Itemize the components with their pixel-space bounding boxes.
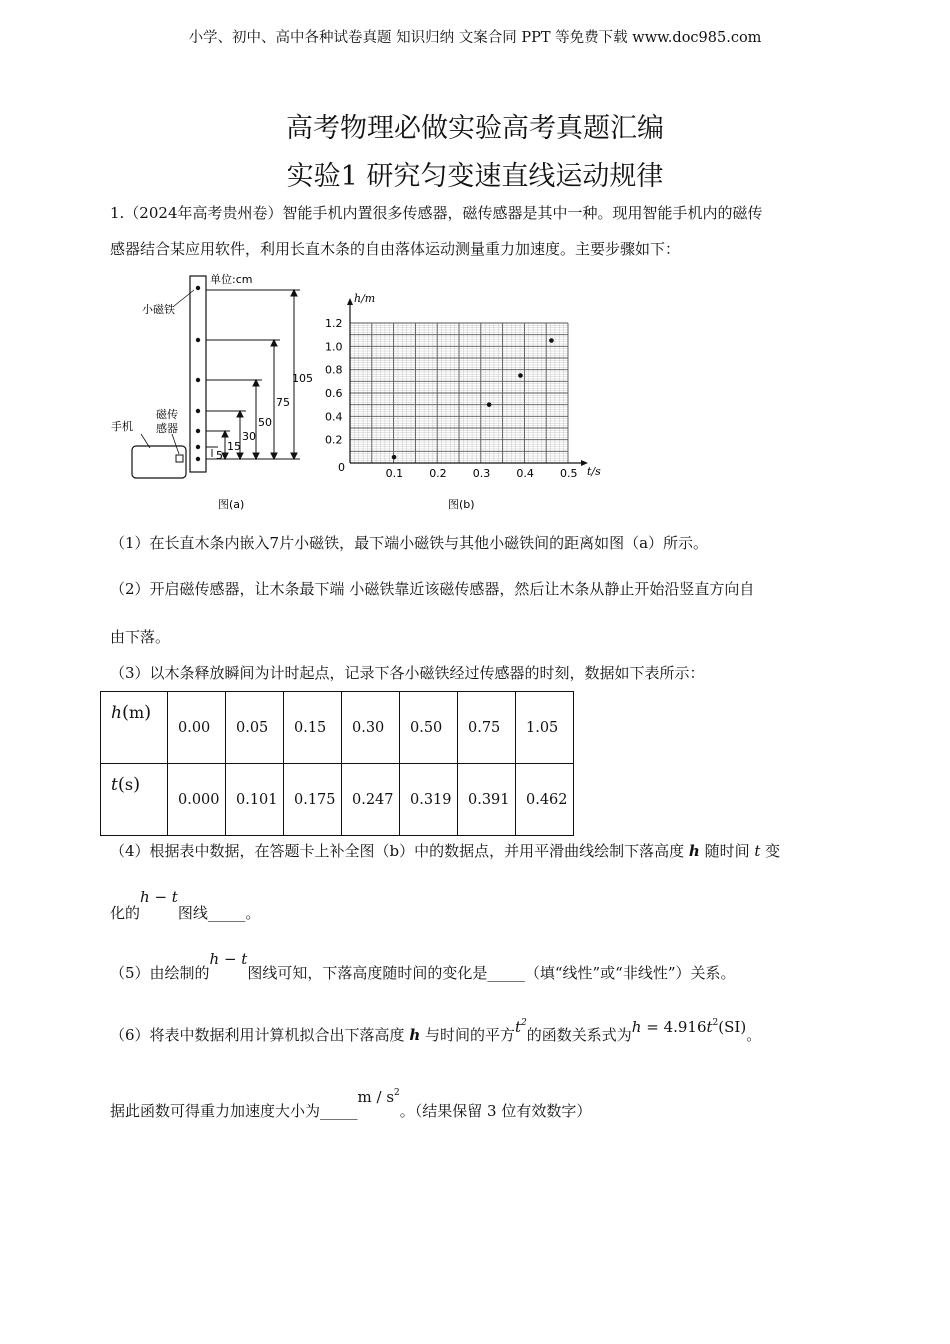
- table-cell: 0.50: [400, 692, 458, 764]
- x-tick-label: 0.1: [385, 467, 404, 480]
- table-cell: 0.75: [458, 692, 516, 764]
- y-axis-label: h/m: [354, 292, 376, 305]
- data-points: [392, 338, 554, 459]
- table-cell: 0.05: [226, 692, 284, 764]
- sensor-box: [176, 455, 183, 462]
- step-1: （1）在长直木条内嵌入7片小磁铁，最下端小磁铁与其他小磁铁间的距离如图（a）所示。: [110, 534, 709, 552]
- step-4-line-1: （4）根据表中数据，在答题卡上补全图（b）中的数据点，并用平滑曲线绘制下落高度 h 随时间 t 变: [110, 842, 781, 860]
- x-tick-label: 0.3: [472, 467, 491, 480]
- data-point: [549, 338, 554, 343]
- tick-labels: [325, 317, 578, 480]
- y-tick-label: 0.4: [325, 410, 343, 424]
- figure-a-caption: 图(a): [218, 498, 245, 511]
- intro-line-1: 1.（2024年高考贵州卷）智能手机内置很多传感器，磁传感器是其中一种。现用智能手机内的磁传: [110, 204, 763, 222]
- wooden-strip: [190, 276, 206, 472]
- y-tick-label: 1.2: [325, 317, 343, 330]
- page-title: 高考物理必做实验高考真题汇编: [286, 113, 664, 144]
- figure-b-caption: 图(b): [448, 498, 475, 511]
- intro-line-2: 感器结合某应用软件，利用长直木条的自由落体运动测量重力加速度。主要步骤如下：: [110, 240, 681, 258]
- dim-105: 105: [292, 372, 313, 385]
- dim-30: 30: [242, 430, 256, 443]
- table-cell: 0.462: [516, 764, 574, 836]
- y-tick-label: 0.8: [325, 363, 343, 377]
- table-cell: 0.00: [168, 692, 226, 764]
- magnet-label: 小磁铁: [142, 303, 175, 316]
- step-5: （5）由绘制的h − t图线可知，下落高度随时间的变化是_____（填“线性”或“非线性”）关系。: [110, 950, 736, 982]
- step-3: （3）以木条释放瞬间为计时起点，记录下各小磁铁经过传感器的时刻，数据如下表所示：: [110, 664, 705, 682]
- sensor-label-1: 磁传: [156, 408, 178, 421]
- phone-label: 手机: [111, 420, 133, 433]
- unit-label: 单位:cm: [210, 273, 253, 286]
- table-cell: 0.391: [458, 764, 516, 836]
- table-cell: 0.30: [342, 692, 400, 764]
- dim-75: 75: [276, 396, 290, 409]
- step-7: 据此函数可得重力加速度大小为_____m / $s^2$。（结果保留 3 位有效数字）: [110, 1088, 592, 1120]
- y-tick-label: 0.2: [325, 433, 343, 447]
- data-point: [518, 373, 523, 378]
- dim-15: 15: [227, 440, 241, 453]
- magnet-dots: [196, 286, 200, 461]
- y-axis-arrow: [347, 298, 353, 305]
- table-row-t: [101, 764, 574, 836]
- page-header: 小学、初中、高中各种试卷真题 知识归纳 文案合同 PPT 等免费下载 www.doc985.com: [188, 30, 762, 46]
- data-point: [487, 402, 492, 407]
- table-cell: 0.175: [284, 764, 342, 836]
- experiment-title: 实验1 研究匀变速直线运动规律: [286, 161, 664, 192]
- step-2-line-1: （2）开启磁传感器，让木条最下端 小磁铁靠近该磁传感器，然后让木条从静止开始沿竖直方向自: [110, 580, 755, 598]
- table-cell: 0.319: [400, 764, 458, 836]
- table-cell: 0.15: [284, 692, 342, 764]
- table-cell: 1.05: [516, 692, 574, 764]
- table-cell: 0.000: [168, 764, 226, 836]
- x-axis-label: t/s: [587, 465, 601, 478]
- x-tick-label: 0.4: [516, 467, 534, 480]
- step-4-line-2: 化的h − t图线_____。: [110, 888, 261, 922]
- row-label-t: t(s): [101, 764, 168, 836]
- figure-b-chart: [320, 290, 610, 520]
- sensor-label-2: 感器: [156, 422, 178, 435]
- data-table: [100, 691, 574, 836]
- table-cell: 0.101: [226, 764, 284, 836]
- x-tick-label: 0.5: [560, 467, 578, 480]
- step-2-line-2: 由下落。: [110, 628, 171, 646]
- dim-5: 5: [216, 449, 223, 462]
- table-cell: 0.247: [342, 764, 400, 836]
- y-tick-label: 0.6: [325, 387, 343, 400]
- data-point: [392, 455, 397, 460]
- y-tick-label: 1.0: [325, 340, 343, 354]
- origin-label: 0: [338, 461, 345, 474]
- x-tick-label: 0.2: [429, 467, 447, 480]
- table-row-h: [101, 692, 574, 764]
- dim-50: 50: [258, 416, 272, 429]
- step-6: （6）将表中数据利用计算机拟合出下落高度 h 与时间的平方$t^2$的函数关系式为$h = 4.916t^2(SI)$。: [110, 1018, 762, 1044]
- figure-a-apparatus: [108, 268, 328, 518]
- row-label-h: h(m): [101, 692, 168, 764]
